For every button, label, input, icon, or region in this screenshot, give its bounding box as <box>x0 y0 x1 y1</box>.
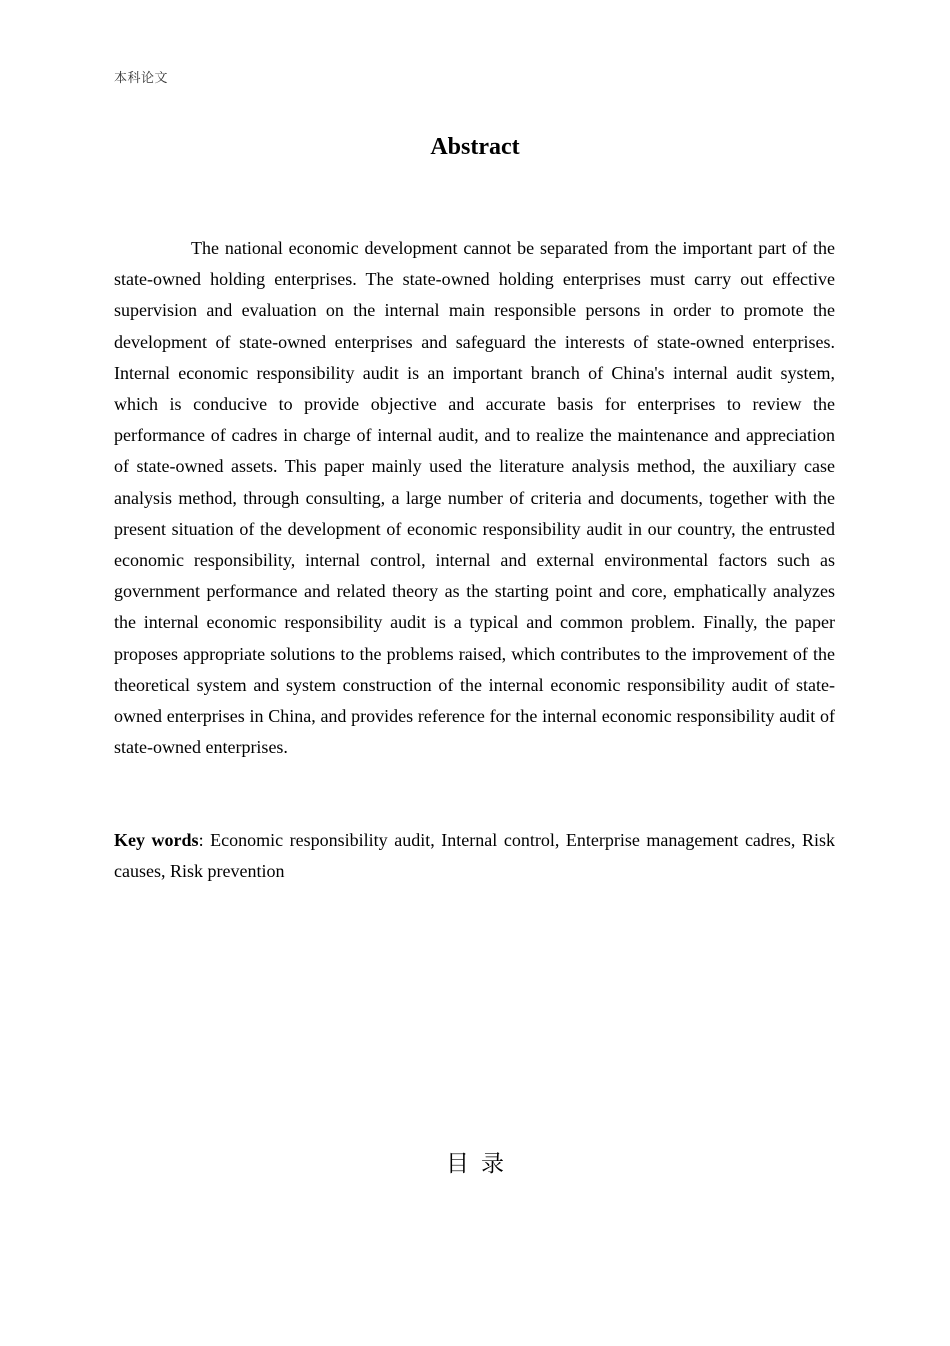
keywords-label: Key words <box>114 830 199 850</box>
keywords-text: Economic responsibility audit, Internal control, Enterprise management cadres, Risk causes, Risk prevention <box>114 830 835 882</box>
keywords-separator: : <box>198 830 211 850</box>
abstract-body: The national economic development cannot be separated from the important part of the state-owned holding enterprises. The state-owned holding enterprises must carry out effective supervision and evaluation on the internal main responsible persons in order to promote the development of state-owned enterprises and safeguard the interests of state-owned enterprises. Internal economic responsibility audit is an important branch of China's internal audit system, which is conducive to provide objective and accurate basis for enterprises to review the performance of cadres in charge of internal audit, and to realize the maintenance and appreciation of state-owned assets. This paper mainly used the literature analysis method, the auxiliary case analysis method, through consulting, a large number of criteria and documents, together with the present situation of the development of economic responsibility audit in our country, the entrusted economic responsibility, internal control, internal and external environmental factors such as government performance and related theory as the starting point and core, emphatically analyzes the internal economic responsibility audit is a typical and common problem. Finally, the paper proposes appropriate solutions to the problems raised, which contributes to the improvement of the theoretical system and system construction of the internal economic responsibility audit of state-owned enterprises in China, and provides reference for the internal economic responsibility audit of state-owned enterprises. <box>114 238 835 758</box>
keywords-paragraph <box>114 825 835 887</box>
toc-title: 目录 <box>446 1151 516 1177</box>
running-header: 本科论文 <box>114 71 169 86</box>
abstract-title: Abstract <box>430 134 520 160</box>
